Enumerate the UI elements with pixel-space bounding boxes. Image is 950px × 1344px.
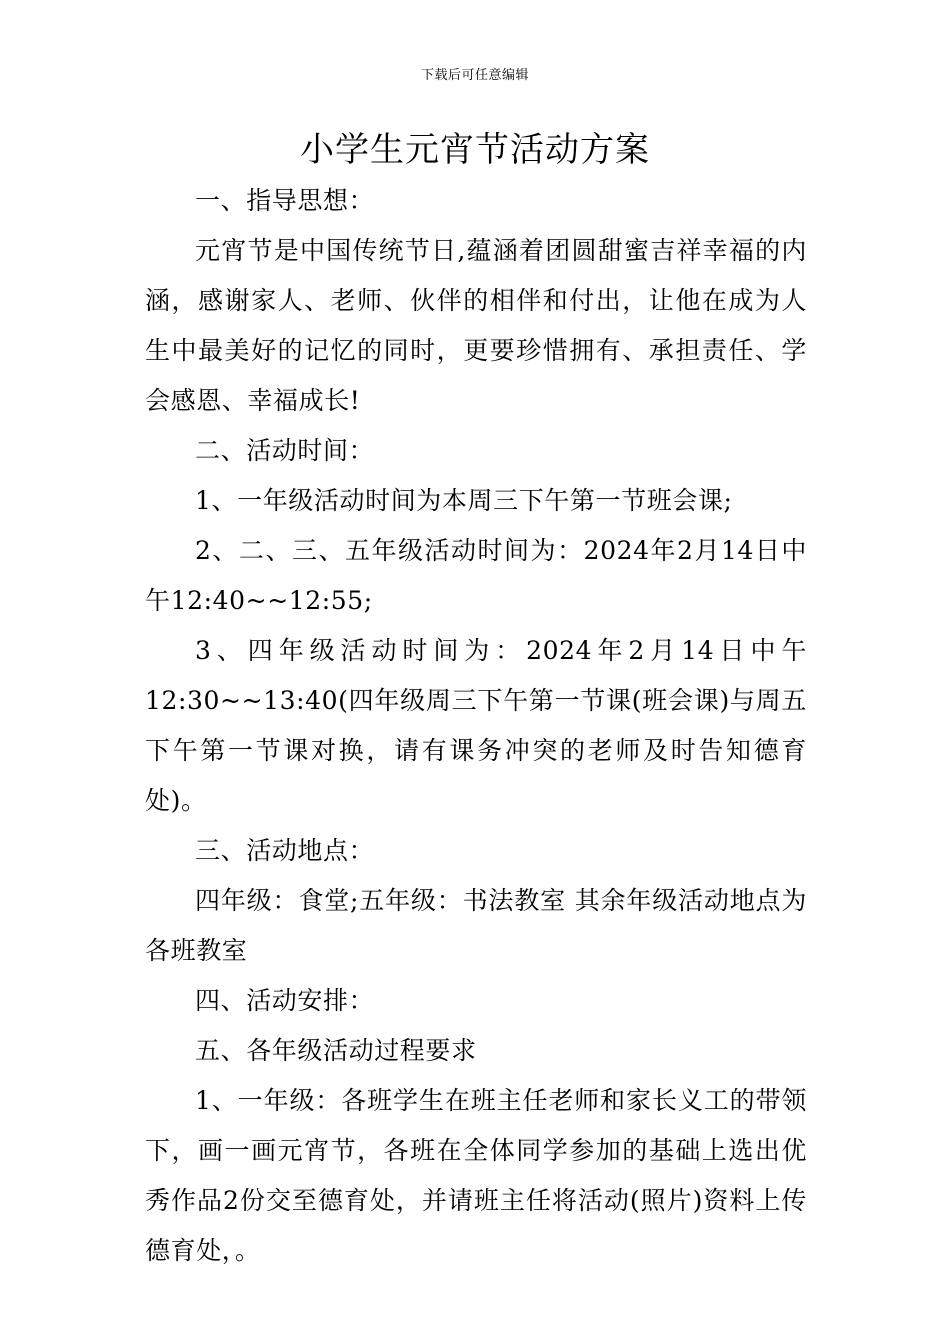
section-heading-grade-requirements: 五、各年级活动过程要求 (195, 1036, 477, 1065)
section-heading-activity-arrangement: 四、活动安排： (195, 986, 375, 1015)
paragraph-guiding-ideology: 元宵节是中国传统节日,蕴涵着团圆甜蜜吉祥幸福的内涵，感谢家人、老师、伙伴的相伴和付出，让他在成为人生中最美好的记忆的同时，更要珍惜拥有、承担责任、学会感恩、幸福成长! (145, 236, 807, 415)
header-note: 下载后可任意编辑 (420, 68, 529, 83)
paragraph-activity-location: 四年级：食堂;五年级：书法教室 其余年级活动地点为各班教室 (145, 886, 807, 965)
paragraph-grade-1-requirements: 1、一年级：各班学生在班主任老师和家长义工的带领下，画一画元宵节，各班在全体同学参加的基础上选出优秀作品2份交至德育处，并请班主任将活动(照片)资料上传德育处，。 (145, 1086, 807, 1265)
section-heading-activity-time: 二、活动时间： (195, 436, 375, 465)
section-heading-activity-location: 三、活动地点： (195, 836, 375, 865)
document-body (145, 176, 807, 1276)
paragraph-time-grade-2-3-5: 2、二、三、五年级活动时间为：2024年2月14日中午12:40~~12:55; (145, 536, 807, 615)
paragraph-time-grade-4: 3、四年级活动时间为：2024年2月14日中午12:30~~13:40(四年级周三下午第一节课(班会课)与周五下午第一节课对换，请有课务冲突的老师及时告知德育处)。 (145, 636, 807, 815)
section-heading-guiding-ideology: 一、指导思想： (195, 186, 375, 215)
paragraph-time-grade-1: 1、一年级活动时间为本周三下午第一节班会课; (195, 486, 733, 515)
document-title: 小学生元宵节活动方案 (300, 130, 650, 170)
